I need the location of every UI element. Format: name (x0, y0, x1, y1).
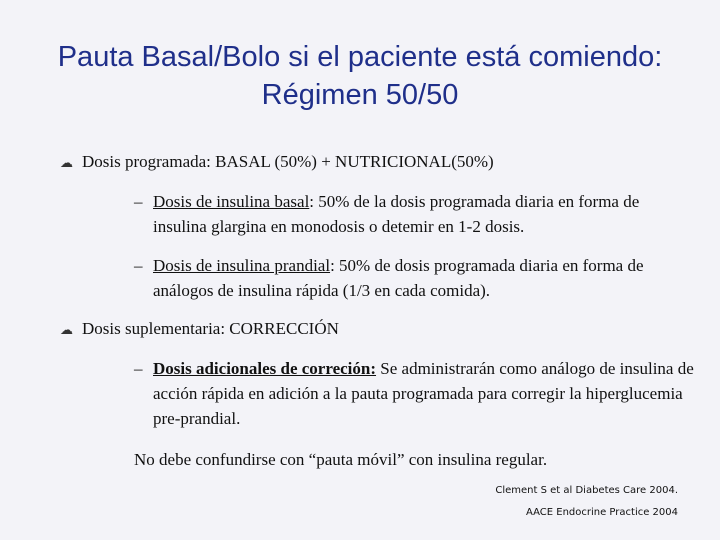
title-line-1: Pauta Basal/Bolo si el paciente está comiendo: (57, 41, 663, 73)
bullet-dosis-suplementaria (60, 318, 339, 342)
dash-marker: – (134, 256, 143, 275)
bullet-text: Dosis suplementaria: CORRECCIÓN (82, 319, 339, 338)
dash-marker: – (134, 359, 143, 378)
subitem-text: Se administrarán como análogo de insulina de acción rápida en adición a la pauta programada para corregir la hiperglucemia pre-prandial. (153, 359, 694, 428)
subitem-text: : 50% de la dosis programada diaria en forma de insulina glargina en monodosis o detemir en 1-2 dosis. (153, 192, 640, 236)
warning-note: No debe confundirse con “pauta móvil” con insulina regular. (134, 450, 548, 469)
cloud-bullet-icon: ☁ (60, 156, 73, 171)
subitem-lead: Dosis de insulina prandial (153, 256, 331, 275)
reference-1: Clement S et al Diabetes Care 2004. (495, 485, 678, 496)
subitem-lead: Dosis de insulina basal (153, 192, 310, 211)
subitem-insulina-basal (134, 189, 694, 239)
subitem-lead: Dosis adicionales de correción: (153, 359, 377, 378)
bullet-dosis-programada (60, 151, 494, 175)
title-line-2: Régimen 50/50 (261, 79, 459, 111)
cloud-bullet-icon: ☁ (60, 323, 73, 338)
subitem-dosis-adicionales (134, 356, 694, 431)
subitem-insulina-prandial (134, 253, 694, 303)
bullet-text: Dosis programada: BASAL (50%) + NUTRICIONAL(50%) (82, 152, 494, 171)
slide-title (0, 38, 720, 114)
reference-2: AACE Endocrine Practice 2004 (525, 507, 678, 518)
subitem-text: : 50% de dosis programada diaria en forma de análogos de insulina rápida (1/3 en cada comida). (153, 256, 644, 300)
dash-marker: – (134, 192, 143, 211)
